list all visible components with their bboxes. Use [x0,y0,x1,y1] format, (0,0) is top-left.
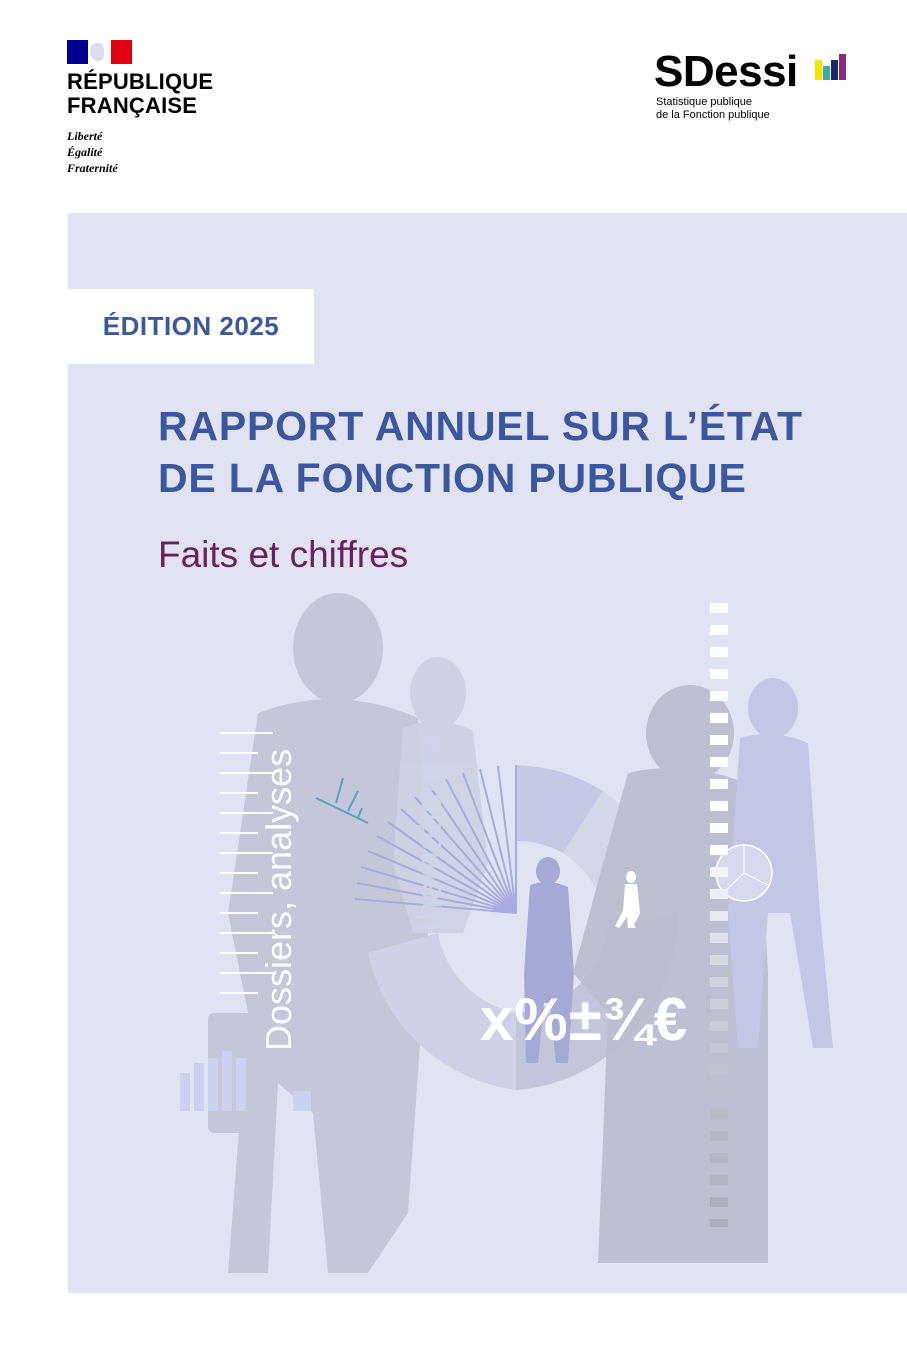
title-line2: DE LA FONCTION PUBLIQUE [158,455,747,501]
republique-francaise-logo [67,40,237,180]
sdessi-name: SDessi [654,47,798,96]
sdessi-subtitle [656,96,770,122]
republic-name [67,70,213,118]
motto-fraternite: Fraternité [67,161,118,175]
cover-illustration [68,213,907,1293]
report-title [158,400,858,504]
vertical-text-dossiers: Dossiers, analyses [258,748,299,1051]
math-symbols: x%±¾€ [480,986,689,1053]
vertical-text-thematiques: thématiques [408,734,449,931]
sdessi-sub-line2: de la Fonction publique [656,109,770,121]
republic-name-line2: FRANÇAISE [67,93,198,118]
edition-badge [68,289,314,364]
edition-label: ÉDITION 2025 [102,311,280,341]
sdessi-logo [654,48,854,128]
cover-panel [68,213,907,1293]
marianne-flag-icon [67,40,132,64]
dashed-vertical-bar [710,603,728,1227]
title-line1: RAPPORT ANNUEL SUR L’ÉTAT [158,403,803,449]
republic-motto [67,128,118,176]
bar-chart-icon [815,54,845,80]
motto-egalite: Égalité [67,145,103,159]
republic-name-line1: RÉPUBLIQUE [67,69,214,94]
sdessi-sub-line1: Statistique publique [656,96,753,108]
report-subtitle: Faits et chiffres [158,534,409,575]
motto-liberte: Liberté [67,129,103,143]
